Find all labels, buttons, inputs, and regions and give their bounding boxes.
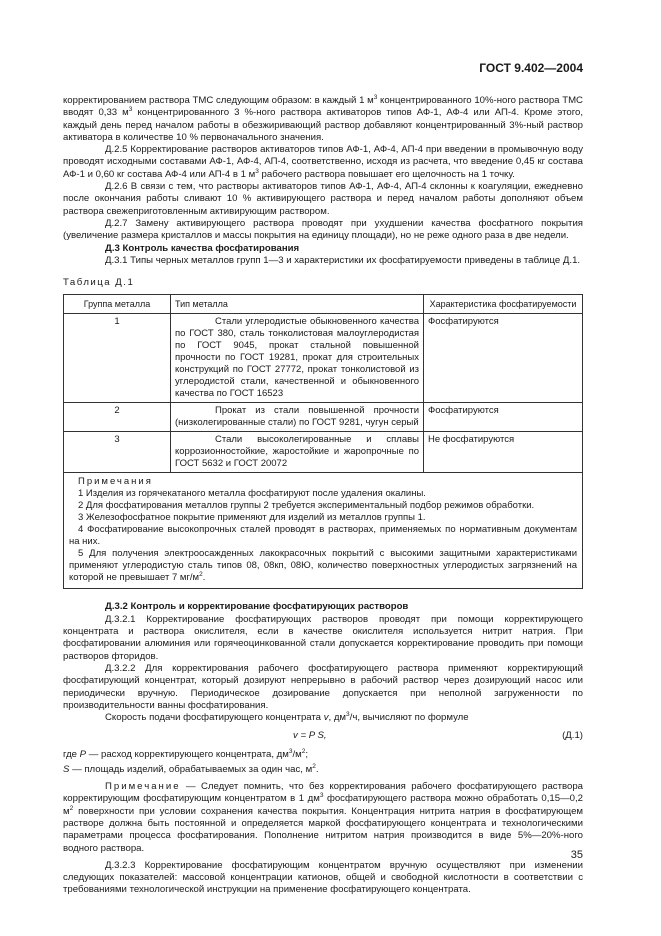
cell-characteristic: Фосфатируются	[424, 403, 583, 432]
formula-expression: v = P S,	[293, 730, 327, 742]
paragraph-d31: Д.3.1 Типы черных металлов групп 1—3 и характеристики их фосфатируемости приведены в таблице Д.1.	[105, 254, 581, 266]
formula-number: (Д.1)	[562, 730, 583, 742]
cell-characteristic: Фосфатируются	[424, 314, 583, 403]
cell-type: Прокат из стали повышенной прочности (низколегированные стали) по ГОСТ 9281, чугун серый	[171, 403, 424, 432]
section-heading-d32: Д.3.2 Контроль и корректирование фосфатирующих растворов	[105, 601, 409, 613]
cell-type: Стали углеродистые обыкновенного качества по ГОСТ 380, сталь тонколистовая малоуглеродистая по ГОСТ 9045, прокат стальной повышенной прочности по ГОСТ 19281, прокат для строительных конструкций по ГОСТ 27772, прокат тонколистовой из углеродистой стали, качественной и обыкновенного качества по ГОСТ 16523	[171, 314, 424, 403]
formula-where-s: S — площадь изделий, обрабатываемых за один час, $м^2$.	[63, 762, 319, 775]
header-group: Группа металла	[64, 295, 171, 314]
paragraph-d323: Д.3.2.3 Корректирование фосфатирующим концентратом вручную осуществляют при изменении следующих показателей: массовой концентрации катионов, общей и свободной кислотности в соответствии с требованиями технологической инструкции на применение фосфатирующего концентрата.	[63, 859, 583, 896]
metals-table	[63, 294, 583, 589]
cell-group: 3	[64, 432, 171, 473]
cell-type: Стали высоколегированные и сплавы коррозионностойкие, жаростойкие и жаропрочные по ГОСТ 5632 и ГОСТ 20072	[171, 432, 424, 473]
header-characteristic: Характеристика фосфатируемости	[424, 295, 583, 314]
notes-title: Примечания	[78, 476, 153, 488]
formula-d1	[63, 730, 583, 745]
page-number: 35	[570, 849, 583, 861]
paragraph-tms: корректированием раствора ТМС следующим образом: в каждый 1 $м^3$ концентрированного 10%-ного раствора ТМС вводят 0,33 $м^3$ концентрированного 3 %-ного раствора активаторов типов АФ-1, АФ-4 или АП-4. Кроме этого, каждый день перед началом работы в обезжиривающий раствор добавляют концентрированный 3%-ный раствор активатора в количестве 10 % первоначального значения.	[63, 94, 583, 143]
paragraph-d322: Д.3.2.2 Для корректирования рабочего фосфатирующего раствора применяют корректирующий фосфатирующий концентрат, который дозируют непрерывно в рабочий раствор через дозирующий насос или периодически вручную. Периодическое дозирование допускается при неполной загруженности по производительности ванны фосфатирования.	[63, 662, 583, 711]
formula-where-p: где P — расход корректирующего концентрата, $дм^3/м^2$;	[63, 748, 309, 761]
note-item: 3 Железофосфатное покрытие применяют для изделий из металлов группы 1.	[78, 512, 426, 524]
note-paragraph: Примечание — Следует помнить, что без корректирования рабочего фосфатирующего раствора корректирующим фосфатирующим концентратом в 1 $дм^3$ фосфатирующего раствора можно обработать 0,15—0,2 $м^2$ поверхности при условии сохранения качества покрытия. Концентрация нитрита натрия в фосфатирующем растворе должна быть постоянной и определяется маркой фосфатирующего концентрата и технологическими параметрами процесса фосфатирования. Пополнение нитритом натрия производится в виде 5%—20%-ного водного раствора.	[63, 781, 583, 854]
table-caption: Таблица Д.1	[63, 277, 135, 289]
note-item: 5 Для получения электроосажденных лакокрасочных покрытий с высокими защитными характеристиками применяют углеродистую сталь типов 08, 08кп, 08Ю, количество поверхностных углеродистых загрязнений на которой не превышает 7 $мг/м^2$.	[69, 548, 577, 584]
document-body	[63, 95, 583, 897]
note-item: 4 Фосфатирование высокопрочных сталей проводят в растворах, применяемых по нормативным документам на них.	[69, 524, 577, 548]
paragraph-d321: Д.3.2.1 Корректирование фосфатирующих растворов проводят при помощи корректирующего концентрата и раствора окислителя, если в качестве окислителя используется нитрит натрия. При фосфатировании алюминия или горячеоцинкованной стали допускается корректирование проводить при помощи растворов фторидов.	[63, 613, 583, 662]
cell-characteristic: Не фосфатируются	[424, 432, 583, 473]
paragraph-d225: Д.2.5 Корректирование растворов активаторов типов АФ-1, АФ-4, АП-4 при введении в промывочную воду проводят исходными составами АФ-1, АФ-4, АП-4, соответственно, исходя из расчета, что введение 0,45 кг состава АФ-1 и 0,60 кг состава АФ-4 или АП-4 в 1 $м^3$ рабочего раствора повышает его щелочность на 1 точку.	[63, 144, 583, 180]
standard-header: ГОСТ 9.402—2004	[479, 61, 583, 75]
table-notes	[64, 473, 583, 589]
table-notes-row	[64, 473, 583, 589]
note-item: 1 Изделия из горячекатаного металла фосфатируют после удаления окалины.	[78, 488, 426, 500]
table-row	[64, 314, 583, 403]
table-row	[64, 403, 583, 432]
note-item: 2 Для фосфатирования металлов группы 2 требуется экспериментальный подбор режимов обработки.	[78, 500, 535, 512]
section-heading-d3: Д.3 Контроль качества фосфатирования	[105, 242, 300, 254]
paragraph-speed: Скорость подачи фосфатирующего концентрата v, $дм^3/ч$, вычисляют по формуле	[105, 711, 469, 724]
header-type: Тип металла	[171, 295, 424, 314]
table-row	[64, 432, 583, 473]
cell-group: 1	[64, 314, 171, 403]
table-header-row	[64, 295, 583, 314]
paragraph-d227: Д.2.7 Замену активирующего раствора проводят при ухудшении качества фосфатного покрытия (увеличение размера кристаллов и массы покрытия на единицу площади), но не реже одного раза в две недели.	[63, 217, 583, 242]
cell-group: 2	[64, 403, 171, 432]
paragraph-d226: Д.2.6 В связи с тем, что растворы активаторов типов АФ-1, АФ-4, АП-4 склонны к коагуляции, ежедневно после окончания работы сливают 10 % активирующего раствора и перед началом работы дополняют объем раствора свежеприготовленным активирующим раствором.	[63, 181, 583, 217]
